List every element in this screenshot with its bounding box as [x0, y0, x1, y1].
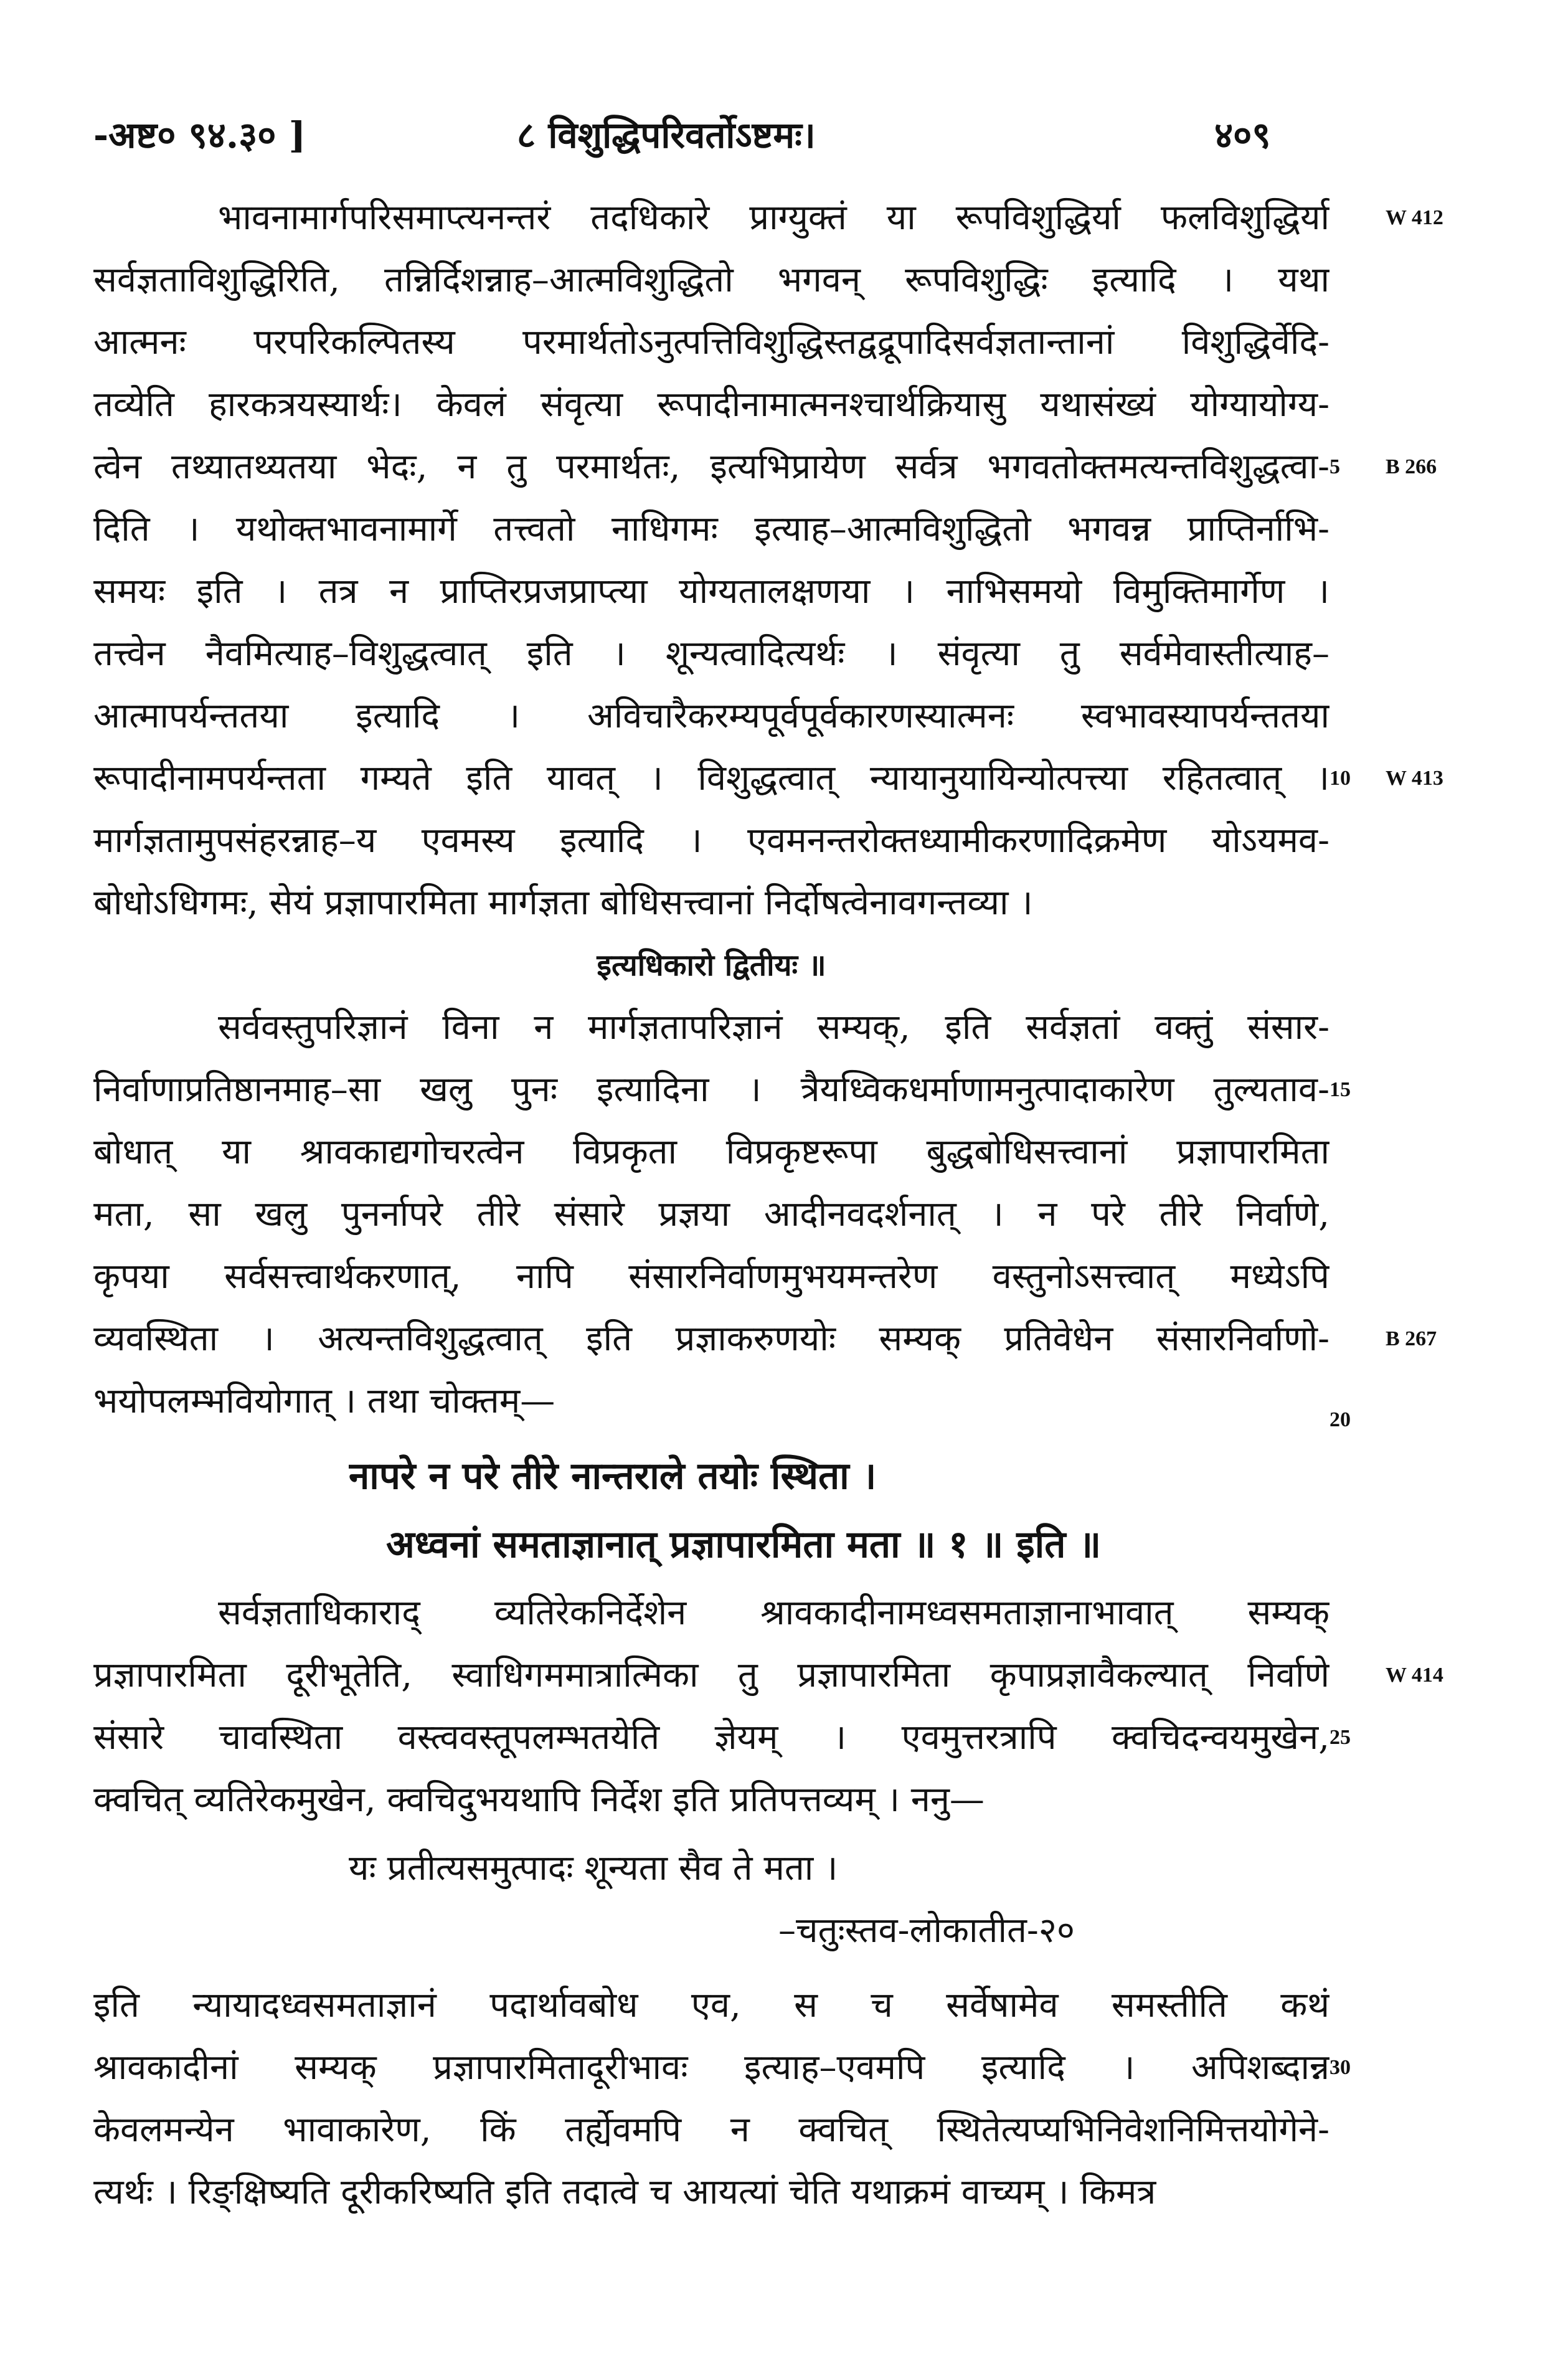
- text-line: दिति । यथोक्तभावनामार्गे तत्त्वतो नाधिगमः इत्याह–आत्मविशुद्धितो भगवन्न प्राप्तिर्नाभि-: [93, 509, 1329, 549]
- text-line: मार्गज्ञतामुपसंहरन्नाह–य एवमस्य इत्यादि । एवमनन्तरोक्तध्यामीकरणादिक्रमेण योऽयमव-: [93, 820, 1329, 861]
- header-verse-ref: -अष्ट० ९४.३० ]: [93, 114, 306, 156]
- text-line: सर्वज्ञताविशुद्धिरिति, तन्निर्दिशन्नाह–आत्मविशुद्धितो भगवन् रूपविशुद्धिः इत्यादि । यथा: [93, 260, 1329, 300]
- text-line: बोधात् या श्रावकाद्यगोचरत्वेन विप्रकृता विप्रकृष्टरूपा बुद्धबोधिसत्त्वानां प्रज्ञापारमिता: [93, 1132, 1329, 1172]
- text-line: निर्वाणाप्रतिष्ठानमाह–सा खलु पुनः इत्यादिना । त्रैयध्विकधर्माणामनुत्पादाकारेण तुल्यताव-: [93, 1069, 1329, 1110]
- text-line: तव्येति हारकत्रयस्यार्थः। केवलं संवृत्या रूपादीनामात्मनश्चार्थक्रियासु यथासंख्यं योग्यायोग्य-: [93, 384, 1329, 425]
- text-line: भयोपलम्भवियोगात् । तथा चोक्तम्—: [93, 1381, 555, 1421]
- text-line: त्वेन तथ्यातथ्यतया भेदः, न तु परमार्थतः, इत्यभिप्रायेण सर्वत्र भगवतोक्तमत्यन्तविशुद्धत्वा-: [93, 447, 1329, 487]
- line-number: 30: [1329, 2056, 1351, 2079]
- text-line: क्वचित् व्यतिरेकमुखेन, क्वचिदुभयथापि निर्देश इति प्रतिपत्तव्यम् । ननु—: [93, 1779, 985, 1820]
- line-number: 5: [1329, 455, 1340, 478]
- margin-reference: B 266: [1386, 455, 1437, 478]
- text-line: रूपादीनामपर्यन्तता गम्यते इति यावत् । विशुद्धत्वात् न्यायानुयायिन्योत्पत्त्या रहितत्वात् ।: [93, 758, 1329, 798]
- text-line: इति न्यायादध्वसमताज्ञानं पदार्थावबोध एव, स च सर्वेषामेव समस्तीति कथं: [93, 1985, 1329, 2025]
- text-line: सर्ववस्तुपरिज्ञानं विना न मार्गज्ञतापरिज्ञानं सम्यक्, इति सर्वज्ञतां वक्तुं संसार-: [218, 1007, 1329, 1048]
- text-line: प्रज्ञापारमिता दूरीभूतेति, स्वाधिगममात्रात्मिका तु प्रज्ञापारमिता कृपाप्रज्ञावैकल्यात् निर्वाणे: [93, 1655, 1329, 1695]
- margin-reference: B 267: [1386, 1327, 1437, 1350]
- margin-reference: W 414: [1386, 1664, 1443, 1687]
- text-line: कृपया सर्वसत्त्वार्थकरणात्, नापि संसारनिर्वाणमुभयमन्तरेण वस्तुनोऽसत्त्वात् मध्येऽपि: [93, 1256, 1329, 1297]
- line-number: 15: [1329, 1078, 1351, 1101]
- text-line: संसारे चावस्थिता वस्त्ववस्तूपलम्भतयेति ज्ञेयम् । एवमुत्तरत्रापि क्वचिदन्वयमुखेन,: [93, 1717, 1329, 1758]
- text-line: भावनामार्गपरिसमाप्त्यनन्तरं तदधिकारे प्राग्युक्तं या रूपविशुद्धिर्या फलविशुद्धिर्या: [218, 197, 1329, 238]
- quoted-verse: यः प्रतीत्यसमुत्पादः शून्यता सैव ते मता ।: [349, 1848, 838, 1888]
- line-number: 20: [1329, 1408, 1351, 1431]
- text-line: बोधोऽधिगमः, सेयं प्रज्ञापारमिता मार्गज्ञता बोधिसत्त्वानां निर्दोषत्वेनावगन्तव्या ।: [93, 883, 1033, 923]
- quote-source: –चतुःस्तव-लोकातीत-२०: [778, 1910, 1075, 1951]
- section-end-heading: इत्यधिकारो द्वितीयः ॥: [597, 948, 826, 983]
- line-number: 25: [1329, 1726, 1351, 1749]
- verse-line: अध्वनां समताज्ञानात् प्रज्ञापारमिता मता ॥ १ ॥ इति ॥: [386, 1523, 1102, 1566]
- text-line: श्रावकादीनां सम्यक् प्रज्ञापारमितादूरीभावः इत्याह–एवमपि इत्यादि । अपिशब्दान्न: [93, 2047, 1329, 2088]
- text-line: आत्मनः परपरिकल्पितस्य परमार्थतोऽनुत्पत्तिविशुद्धिस्तद्वद्रूपादिसर्वज्ञतान्तानां विशुद्धिर्वेदि-: [93, 322, 1329, 362]
- margin-reference: W 413: [1386, 767, 1443, 790]
- text-line: तत्त्वेन नैवमित्याह–विशुद्धत्वात् इति । शून्यत्वादित्यर्थः । संवृत्या तु सर्वमेवास्तीत्याह–: [93, 633, 1329, 674]
- text-line: आत्मापर्यन्ततया इत्यादि । अविचारैकरम्यपूर्वपूर्वकारणस्यात्मनः स्वभावस्यापर्यन्ततया: [93, 696, 1329, 736]
- text-line: त्यर्थः । रिङ्क्षिष्यति दूरीकरिष्यति इति तदात्वे च आयत्यां चेति यथाक्रमं वाच्यम् । किमत्र: [93, 2172, 1156, 2212]
- text-line: समयः इति । तत्र न प्राप्तिरप्रजप्राप्त्या योग्यतालक्षणया । नाभिसमयो विमुक्तिमार्गेण ।: [93, 571, 1329, 612]
- page-number: ४०९: [1214, 114, 1271, 156]
- header-chapter-title: ८ विशुद्धिपरिवर्तोऽष्टमः।: [517, 114, 816, 156]
- text-line: व्यवस्थिता । अत्यन्तविशुद्धत्वात् इति प्रज्ञाकरुणयोः सम्यक् प्रतिवेधेन संसारनिर्वाणो-: [93, 1319, 1329, 1359]
- verse-line: नापरे न परे तीरे नान्तराले तयोः स्थिता ।: [349, 1454, 877, 1498]
- text-line: केवलमन्येन भावाकारेण, किं तर्ह्येवमपि न क्वचित् स्थितेत्यप्यभिनिवेशनिमित्तयोगेने-: [93, 2110, 1329, 2150]
- text-line: सर्वज्ञताधिकाराद् व्यतिरेकनिर्देशेन श्रावकादीनामध्वसमताज्ञानाभावात् सम्यक्: [218, 1593, 1329, 1633]
- text-line: मता, सा खलु पुनर्नापरे तीरे संसारे प्रज्ञया आदीनवदर्शनात् । न परे तीरे निर्वाणे,: [93, 1194, 1329, 1234]
- line-number: 10: [1329, 767, 1351, 790]
- margin-reference: W 412: [1386, 206, 1443, 229]
